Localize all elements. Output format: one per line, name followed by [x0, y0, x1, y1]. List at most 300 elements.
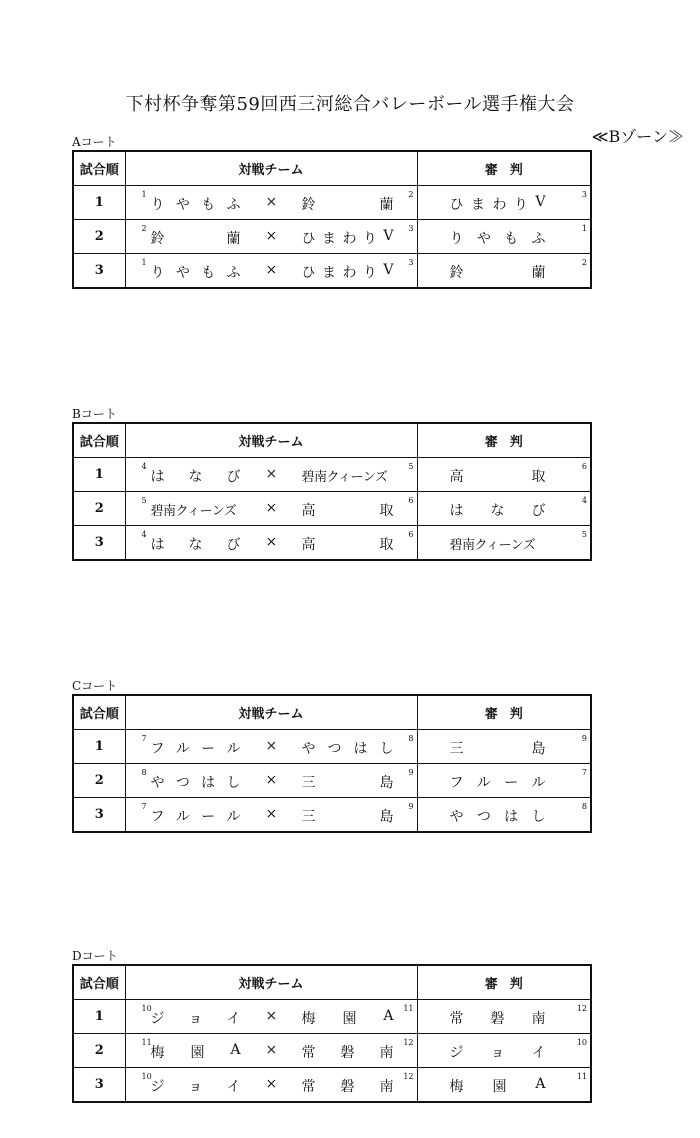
- referee-name: [450, 500, 546, 520]
- vs-mark: ×: [265, 500, 278, 516]
- team2-name-char: 磐: [340, 1045, 355, 1061]
- team2-name-char: わ: [342, 231, 357, 247]
- match-teams: [125, 492, 417, 526]
- court-section: [72, 406, 590, 561]
- team2-name: [302, 806, 394, 826]
- referee-name-char: わ: [492, 197, 507, 213]
- referee-name-char: 蘭: [531, 265, 546, 281]
- header-referee: [417, 965, 591, 1000]
- team1-number: 2: [141, 224, 147, 233]
- referee-team: [417, 186, 591, 220]
- team1-name: [151, 194, 241, 214]
- referee-name-char: フ: [449, 775, 464, 791]
- referee-name-char: 碧南クィーンズ: [449, 538, 536, 553]
- referee-team: [417, 492, 591, 526]
- match-teams: [125, 186, 417, 220]
- team1-name-char: フ: [150, 809, 165, 825]
- referee-name-char: は: [504, 809, 519, 825]
- referee-team: [417, 1034, 591, 1068]
- team1-name-char: し: [226, 775, 241, 791]
- match-order: 2: [73, 1034, 125, 1068]
- team2-name-char: 三: [301, 809, 316, 825]
- referee-number: 12: [576, 1004, 587, 1013]
- team1-name-char: ル: [175, 809, 190, 825]
- team2-name-char: 園: [342, 1011, 357, 1027]
- referee-cell: [418, 526, 591, 559]
- referee-name: [450, 772, 546, 792]
- team2-name-char: 南: [379, 1079, 394, 1095]
- team1-number: 4: [141, 462, 147, 471]
- referee-name-char: や: [449, 809, 464, 825]
- referee-name-char: 園: [492, 1079, 507, 1095]
- team2-name: [302, 500, 394, 520]
- team1-name-char: ル: [226, 809, 241, 825]
- referee-team: [417, 254, 591, 289]
- team2-name-char: 梅: [301, 1011, 316, 1027]
- team2-name-char: や: [301, 741, 316, 757]
- header-match: 対戦チーム: [125, 151, 417, 186]
- match-row: [73, 730, 591, 764]
- team1-name-char: ョ: [188, 1011, 203, 1027]
- team1-name: [151, 534, 241, 554]
- vs-mark: ×: [265, 194, 278, 210]
- team1-name: [151, 1042, 241, 1062]
- referee-name-char: ひ: [449, 197, 464, 213]
- vs-mark: ×: [265, 534, 278, 550]
- referee-number: 9: [581, 734, 587, 743]
- referee-name-char: V: [535, 194, 546, 210]
- referee-cell: [418, 254, 591, 287]
- referee-name-char: り: [449, 231, 464, 247]
- match-cell: [126, 492, 417, 525]
- team1-name-char: な: [188, 469, 203, 485]
- match-cell: [126, 458, 417, 491]
- referee-name-char: ル: [531, 775, 546, 791]
- referee-name: [450, 262, 546, 282]
- referee-name-char: も: [504, 231, 519, 247]
- match-teams: [125, 730, 417, 764]
- header-referee: [417, 151, 591, 186]
- team1-name-char: や: [175, 197, 190, 213]
- header-order: 試合順: [73, 695, 125, 730]
- referee-team: [417, 730, 591, 764]
- header-order: 試合順: [73, 423, 125, 458]
- match-order: 3: [73, 526, 125, 561]
- referee-name-char: は: [449, 503, 464, 519]
- team2-name-char: ま: [321, 231, 336, 247]
- team2-name: [302, 1008, 394, 1028]
- team2-number: 6: [408, 496, 414, 505]
- header-match: 対戦チーム: [125, 965, 417, 1000]
- header-row: [73, 695, 591, 730]
- court-section: [72, 134, 590, 289]
- referee-name: [450, 738, 546, 758]
- team1-number: 7: [141, 734, 147, 743]
- match-teams: [125, 764, 417, 798]
- header-referee-b: 判: [509, 435, 523, 450]
- team2-name: [302, 738, 394, 758]
- referee-name-char: イ: [531, 1045, 546, 1061]
- team1-number: 4: [141, 530, 147, 539]
- team1-name-char: ョ: [188, 1079, 203, 1095]
- court-label: Aコート: [72, 135, 117, 149]
- header-referee-a: 審: [484, 435, 498, 450]
- referee-name-char: つ: [476, 809, 491, 825]
- court-table: [72, 964, 592, 1103]
- referee-name-char: 梅: [449, 1079, 464, 1095]
- team2-name-char: わ: [342, 265, 357, 281]
- team1-name-char: も: [201, 265, 216, 281]
- header-referee-text: [418, 159, 591, 178]
- referee-name-char: り: [513, 197, 528, 213]
- team1-name-char: り: [150, 265, 165, 281]
- header-referee: [417, 695, 591, 730]
- match-row: [73, 798, 591, 833]
- header-row: [73, 151, 591, 186]
- team1-name: [151, 466, 241, 486]
- match-order: 2: [73, 220, 125, 254]
- referee-name-char: ま: [470, 197, 485, 213]
- court-label: Cコート: [72, 679, 118, 693]
- header-row: [73, 423, 591, 458]
- vs-mark: ×: [265, 772, 278, 788]
- referee-cell: [418, 492, 591, 525]
- court-label: Dコート: [72, 949, 118, 963]
- header-referee: [417, 423, 591, 458]
- team1-number: 7: [141, 802, 147, 811]
- team2-name-char: 磐: [340, 1079, 355, 1095]
- match-teams: [125, 1034, 417, 1068]
- header-referee-text: [418, 431, 591, 450]
- referee-team: [417, 458, 591, 492]
- match-teams: [125, 1068, 417, 1103]
- team1-name-char: び: [226, 469, 241, 485]
- referee-cell: [418, 186, 591, 219]
- team2-number: 12: [403, 1072, 414, 1081]
- referee-name: [450, 534, 546, 553]
- team2-name-char: 取: [379, 503, 394, 519]
- referee-team: [417, 1000, 591, 1034]
- referee-name-char: 磐: [490, 1011, 505, 1027]
- team1-name: [151, 1008, 241, 1028]
- team2-name-char: ひ: [301, 231, 316, 247]
- match-order: 1: [73, 186, 125, 220]
- court-table: [72, 422, 592, 561]
- match-order: 3: [73, 798, 125, 833]
- referee-number: 4: [581, 496, 587, 505]
- match-row: [73, 1068, 591, 1103]
- match-order: 3: [73, 254, 125, 289]
- team2-number: 9: [408, 768, 414, 777]
- vs-mark: ×: [265, 806, 278, 822]
- referee-name: [450, 228, 546, 248]
- team2-name-char: 取: [379, 537, 394, 553]
- referee-name-char: び: [531, 503, 546, 519]
- match-cell: [126, 798, 417, 831]
- referee-name-char: ジ: [449, 1045, 464, 1061]
- team1-name-char: は: [150, 537, 165, 553]
- referee-number: 1: [581, 224, 587, 233]
- team2-number: 12: [403, 1038, 414, 1047]
- referee-number: 2: [581, 258, 587, 267]
- referee-cell: [418, 1000, 591, 1033]
- match-teams: [125, 220, 417, 254]
- referee-name-char: 三: [449, 741, 464, 757]
- team2-name: [302, 1042, 394, 1062]
- header-match: 対戦チーム: [125, 695, 417, 730]
- match-teams: [125, 1000, 417, 1034]
- referee-number: 6: [581, 462, 587, 471]
- team1-name: [151, 806, 241, 826]
- zone-label: ≪Bゾーン≫: [591, 127, 684, 146]
- referee-name-char: や: [476, 231, 491, 247]
- team1-name-char: ふ: [226, 197, 241, 213]
- referee-team: [417, 220, 591, 254]
- team1-name-char: や: [150, 775, 165, 791]
- referee-name-char: 南: [531, 1011, 546, 1027]
- referee-name-char: し: [531, 809, 546, 825]
- team2-name-char: 島: [379, 775, 394, 791]
- team1-name: [151, 228, 241, 248]
- referee-name-char: な: [490, 503, 505, 519]
- team2-name-char: 碧南クィーンズ: [301, 470, 388, 485]
- referee-name-char: 取: [531, 469, 546, 485]
- header-referee-b: 判: [509, 977, 523, 992]
- team2-name: [302, 228, 394, 248]
- vs-mark: ×: [265, 1042, 278, 1058]
- header-match: 対戦チーム: [125, 423, 417, 458]
- team1-name-char: は: [201, 775, 216, 791]
- team1-number: 8: [141, 768, 147, 777]
- team1-name: [151, 500, 241, 519]
- team2-name: [302, 534, 394, 554]
- team2-number: 6: [408, 530, 414, 539]
- referee-name-char: ふ: [531, 231, 546, 247]
- team2-number: 3: [408, 224, 414, 233]
- team1-number: 11: [141, 1038, 152, 1047]
- team2-name-char: り: [362, 265, 377, 281]
- match-cell: [126, 186, 417, 219]
- team2-number: 5: [408, 462, 414, 471]
- match-cell: [126, 1000, 417, 1033]
- team1-name-char: ー: [201, 741, 216, 757]
- team1-name-char: ー: [201, 809, 216, 825]
- referee-team: [417, 1068, 591, 1103]
- team2-name-char: り: [362, 231, 377, 247]
- team2-name: [302, 1076, 394, 1096]
- team1-name-char: ジ: [150, 1079, 165, 1095]
- referee-cell: [418, 1034, 591, 1067]
- team2-name-char: つ: [327, 741, 342, 757]
- team1-name-char: つ: [175, 775, 190, 791]
- header-referee-a: 審: [484, 707, 498, 722]
- match-order: 1: [73, 1000, 125, 1034]
- team1-name-char: A: [230, 1042, 241, 1058]
- vs-mark: ×: [265, 1076, 278, 1092]
- court-section: [72, 678, 590, 833]
- team1-name: [151, 1076, 241, 1096]
- team2-number: 8: [408, 734, 414, 743]
- team2-name-char: 高: [301, 537, 316, 553]
- team1-name-char: 梅: [150, 1045, 165, 1061]
- referee-name-char: ョ: [490, 1045, 505, 1061]
- referee-cell: [418, 764, 591, 797]
- team1-name-char: も: [201, 197, 216, 213]
- referee-number: 5: [581, 530, 587, 539]
- referee-number: 8: [581, 802, 587, 811]
- team1-name-char: ジ: [150, 1011, 165, 1027]
- match-order: 1: [73, 458, 125, 492]
- match-cell: [126, 1068, 417, 1101]
- team1-name-char: な: [188, 537, 203, 553]
- match-row: [73, 1000, 591, 1034]
- vs-mark: ×: [265, 1008, 278, 1024]
- match-row: [73, 186, 591, 220]
- vs-mark: ×: [265, 228, 278, 244]
- team1-name-char: び: [226, 537, 241, 553]
- vs-mark: ×: [265, 466, 278, 482]
- team1-name-char: ル: [226, 741, 241, 757]
- team1-name-char: ふ: [226, 265, 241, 281]
- header-referee-b: 判: [509, 707, 523, 722]
- team1-name-char: フ: [150, 741, 165, 757]
- team2-number: 11: [403, 1004, 414, 1013]
- referee-cell: [418, 798, 591, 831]
- team1-name-char: 蘭: [226, 231, 241, 247]
- team1-name-char: イ: [226, 1079, 241, 1095]
- team2-name-char: 南: [379, 1045, 394, 1061]
- team1-name: [151, 738, 241, 758]
- referee-number: 11: [576, 1072, 587, 1081]
- team1-name-char: や: [175, 265, 190, 281]
- referee-cell: [418, 730, 591, 763]
- referee-name-char: ー: [504, 775, 519, 791]
- team2-name-char: 蘭: [379, 197, 394, 213]
- team2-name-char: ま: [321, 265, 336, 281]
- court-table: [72, 150, 592, 289]
- match-cell: [126, 730, 417, 763]
- team2-name: [302, 194, 394, 214]
- header-referee-a: 審: [484, 163, 498, 178]
- referee-name-char: A: [535, 1076, 546, 1092]
- header-referee-b: 判: [509, 163, 523, 178]
- team1-number: 1: [141, 190, 147, 199]
- page-title: 下村杯争奪第59回西三河総合バレーボール選手権大会: [125, 94, 575, 115]
- header-order: 試合順: [73, 965, 125, 1000]
- team2-number: 2: [408, 190, 414, 199]
- match-row: [73, 764, 591, 798]
- team2-name: [302, 262, 394, 282]
- team1-name-char: 園: [190, 1045, 205, 1061]
- header-referee-text: [418, 703, 591, 722]
- court-section: [72, 948, 590, 1103]
- match-row: [73, 220, 591, 254]
- team1-name: [151, 772, 241, 792]
- team2-name-char: 常: [301, 1079, 316, 1095]
- match-row: [73, 1034, 591, 1068]
- team2-number: 9: [408, 802, 414, 811]
- team1-name-char: は: [150, 469, 165, 485]
- team2-name-char: ひ: [301, 265, 316, 281]
- team2-name-char: V: [383, 228, 394, 244]
- team2-number: 3: [408, 258, 414, 267]
- team2-name-char: V: [383, 262, 394, 278]
- team2-name-char: 常: [301, 1045, 316, 1061]
- referee-cell: [418, 1068, 591, 1101]
- team1-name-char: ル: [175, 741, 190, 757]
- match-order: 2: [73, 764, 125, 798]
- court-table: [72, 694, 592, 833]
- match-cell: [126, 764, 417, 797]
- match-teams: [125, 254, 417, 289]
- court-label: Bコート: [72, 407, 117, 421]
- team2-name: [302, 466, 394, 485]
- team1-number: 10: [141, 1004, 152, 1013]
- team1-name-char: 鈴: [150, 231, 165, 247]
- referee-number: 7: [581, 768, 587, 777]
- referee-name-char: 鈴: [449, 265, 464, 281]
- referee-name-char: 高: [449, 469, 464, 485]
- match-teams: [125, 798, 417, 833]
- match-cell: [126, 220, 417, 253]
- referee-name: [450, 1076, 546, 1096]
- team1-name: [151, 262, 241, 282]
- referee-name: [450, 194, 546, 214]
- match-row: [73, 492, 591, 526]
- team2-name: [302, 772, 394, 792]
- referee-name-char: ル: [476, 775, 491, 791]
- match-teams: [125, 526, 417, 561]
- match-row: [73, 254, 591, 289]
- team2-name-char: 島: [379, 809, 394, 825]
- referee-team: [417, 798, 591, 833]
- team2-name-char: A: [383, 1008, 394, 1024]
- referee-number: 3: [581, 190, 587, 199]
- match-row: [73, 526, 591, 561]
- team2-name-char: し: [379, 741, 394, 757]
- team1-name-char: イ: [226, 1011, 241, 1027]
- header-referee-a: 審: [484, 977, 498, 992]
- team1-number: 10: [141, 1072, 152, 1081]
- referee-name: [450, 1008, 546, 1028]
- referee-team: [417, 764, 591, 798]
- team1-name-char: り: [150, 197, 165, 213]
- team2-name-char: 高: [301, 503, 316, 519]
- match-order: 1: [73, 730, 125, 764]
- referee-name: [450, 1042, 546, 1062]
- vs-mark: ×: [265, 738, 278, 754]
- referee-cell: [418, 458, 591, 491]
- referee-name-char: 島: [531, 741, 546, 757]
- match-cell: [126, 526, 417, 559]
- header-referee-text: [418, 973, 591, 992]
- match-teams: [125, 458, 417, 492]
- referee-cell: [418, 220, 591, 253]
- referee-name: [450, 806, 546, 826]
- header-order: 試合順: [73, 151, 125, 186]
- match-cell: [126, 1034, 417, 1067]
- team1-number: 1: [141, 258, 147, 267]
- referee-name: [450, 466, 546, 486]
- match-cell: [126, 254, 417, 287]
- referee-team: [417, 526, 591, 561]
- vs-mark: ×: [265, 262, 278, 278]
- match-order: 3: [73, 1068, 125, 1103]
- team2-name-char: 三: [301, 775, 316, 791]
- match-row: [73, 458, 591, 492]
- referee-number: 10: [576, 1038, 587, 1047]
- team1-number: 5: [141, 496, 147, 505]
